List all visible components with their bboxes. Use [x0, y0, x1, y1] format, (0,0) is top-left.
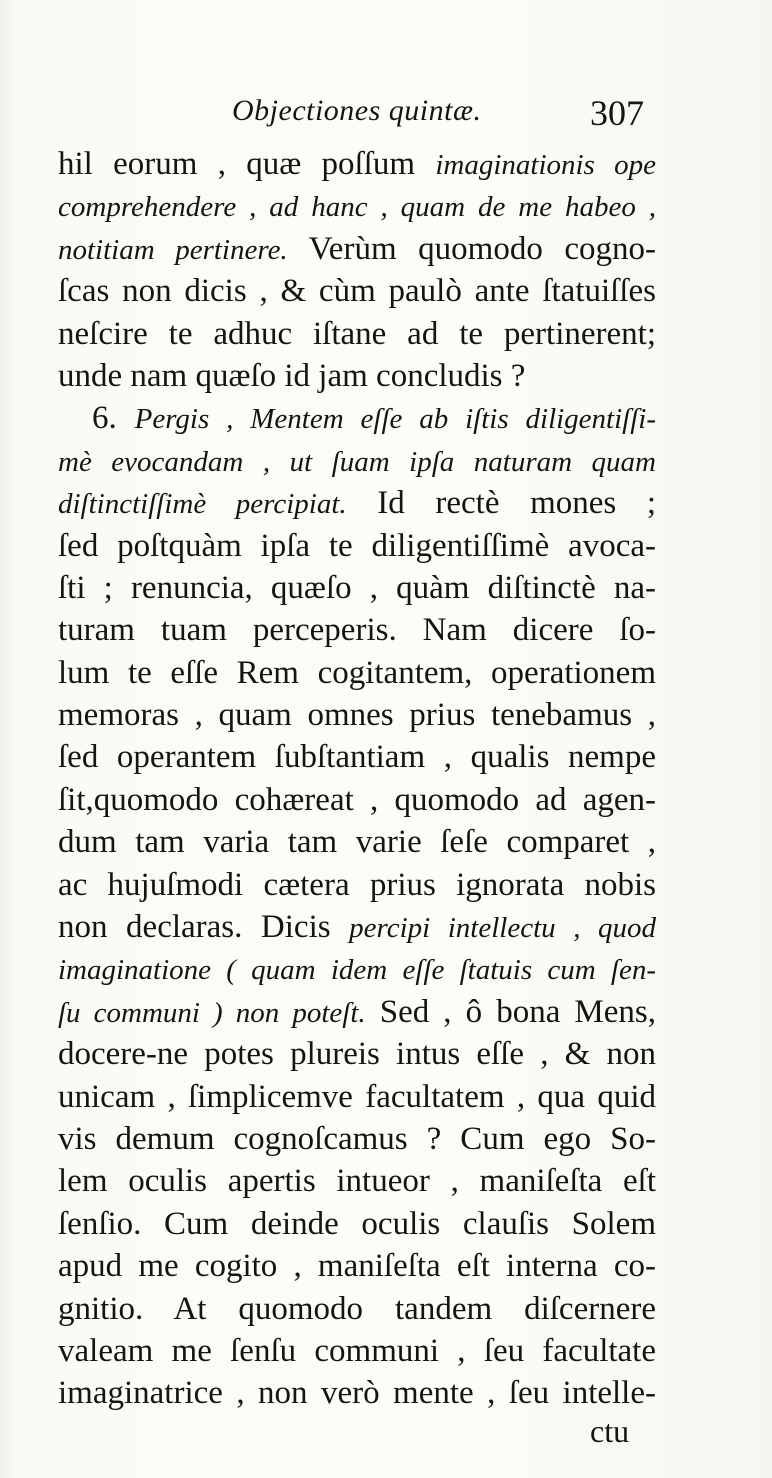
text-line	[58, 525, 656, 567]
body-text	[58, 143, 656, 1415]
roman-segment: docere-ne potes plureis intus eſſe , & non	[58, 1036, 656, 1073]
italic-segment: Pergis , Mentem eſſe ab iſtis diligentiſſi-	[134, 403, 656, 436]
text-line	[58, 1118, 656, 1160]
roman-segment: hil eorum , quæ poſſum	[58, 146, 436, 182]
roman-segment: turam tuam perceperis. Nam dicere ſo-	[58, 612, 656, 649]
italic-segment: percipi intellectu , quod	[349, 912, 656, 945]
roman-segment: imaginatrice , non verò mente , ſeu intelle-	[58, 1375, 656, 1412]
page-number: 307	[590, 93, 644, 133]
italic-segment: notitiam pertinere.	[58, 233, 288, 266]
roman-segment: 6.	[92, 400, 135, 437]
text-line	[58, 1288, 656, 1330]
page-header	[0, 88, 772, 138]
text-line	[58, 1033, 656, 1075]
text-line	[58, 948, 656, 990]
roman-segment: ſti ; renuncia, quæſo , quàm diſtinctè na-	[58, 569, 656, 606]
roman-segment: ſed poſtquàm ipſa te diligentiſſimè avoca-	[58, 527, 656, 564]
roman-segment: ac hujuſmodi cætera prius ignorata nobis	[58, 866, 656, 903]
text-line	[58, 821, 656, 863]
text-line	[58, 313, 656, 355]
roman-segment: gnitio. At quomodo tandem diſcernere	[58, 1290, 656, 1327]
roman-segment: lem oculis apertis intueor , maniſeſta eſt	[58, 1163, 656, 1200]
text-line	[58, 1372, 656, 1414]
italic-segment: imaginationis ope	[435, 149, 656, 181]
roman-segment: Verùm quomodo cogno-	[287, 230, 656, 267]
text-line	[58, 652, 656, 694]
italic-segment: comprehendere , ad hanc , quam de me habeo ,	[58, 191, 656, 224]
text-line	[58, 1076, 656, 1118]
roman-segment: valeam me ſenſu communi , ſeu facultate	[58, 1332, 656, 1369]
roman-segment: unde nam quæſo id jam concludis ?	[58, 357, 526, 394]
text-line	[58, 397, 656, 439]
italic-segment: ſu communi ) non poteſt.	[58, 996, 366, 1029]
text-line	[58, 1245, 656, 1287]
text-line	[58, 567, 656, 609]
italic-segment: mè evocandam , ut ſuam ipſa naturam quam	[58, 445, 656, 478]
roman-segment: Sed , ô bona Mens,	[365, 993, 657, 1030]
text-line	[58, 991, 656, 1033]
text-line	[58, 864, 656, 906]
text-line	[58, 440, 656, 482]
text-line	[58, 228, 656, 270]
text-line	[58, 143, 656, 185]
roman-segment: dum tam varia tam varie ſeſe comparet ,	[58, 824, 656, 861]
roman-segment: ſenſio. Cum deinde oculis clauſis Solem	[58, 1205, 656, 1242]
roman-segment: ſed operantem ſubſtantiam , qualis nempe	[58, 739, 656, 776]
roman-segment: neſcire te adhuc iſtane ad te pertinerent;	[58, 315, 656, 352]
text-line	[58, 270, 656, 312]
roman-segment: unicam , ſimplicemve facultatem , qua quid	[58, 1078, 656, 1115]
text-line	[58, 906, 656, 948]
roman-segment: lum te eſſe Rem cogitantem, operationem	[58, 654, 656, 691]
roman-segment: memoras , quam omnes prius tenebamus ,	[58, 697, 656, 734]
roman-segment: apud me cogito , maniſeſta eſt interna co-	[58, 1248, 656, 1285]
text-line	[58, 1160, 656, 1202]
italic-segment: diſtinctiſſimè percipiat.	[58, 488, 347, 521]
roman-segment: ſcas non dicis , & cùm paulò ante ſtatuiſſes	[58, 273, 656, 310]
running-title: Objectiones quintæ.	[232, 94, 482, 127]
text-line	[58, 185, 656, 227]
roman-segment: non declaras. Dicis	[58, 909, 350, 946]
italic-segment: imaginatione ( quam idem eſſe ſtatuis cum ſen-	[58, 954, 656, 987]
text-line	[58, 482, 656, 524]
catchword: ctu	[590, 1413, 630, 1449]
text-line	[58, 1203, 656, 1245]
text-line	[58, 736, 656, 778]
roman-segment: ſit,quomodo cohæreat , quomodo ad agen-	[58, 781, 656, 818]
text-line	[58, 779, 656, 821]
text-line	[58, 355, 656, 397]
roman-segment: Id rectè mones ;	[346, 485, 657, 522]
roman-segment: vis demum cognoſcamus ? Cum ego So-	[58, 1120, 656, 1157]
text-line	[58, 694, 656, 736]
text-line	[58, 1330, 656, 1372]
text-line	[58, 609, 656, 651]
